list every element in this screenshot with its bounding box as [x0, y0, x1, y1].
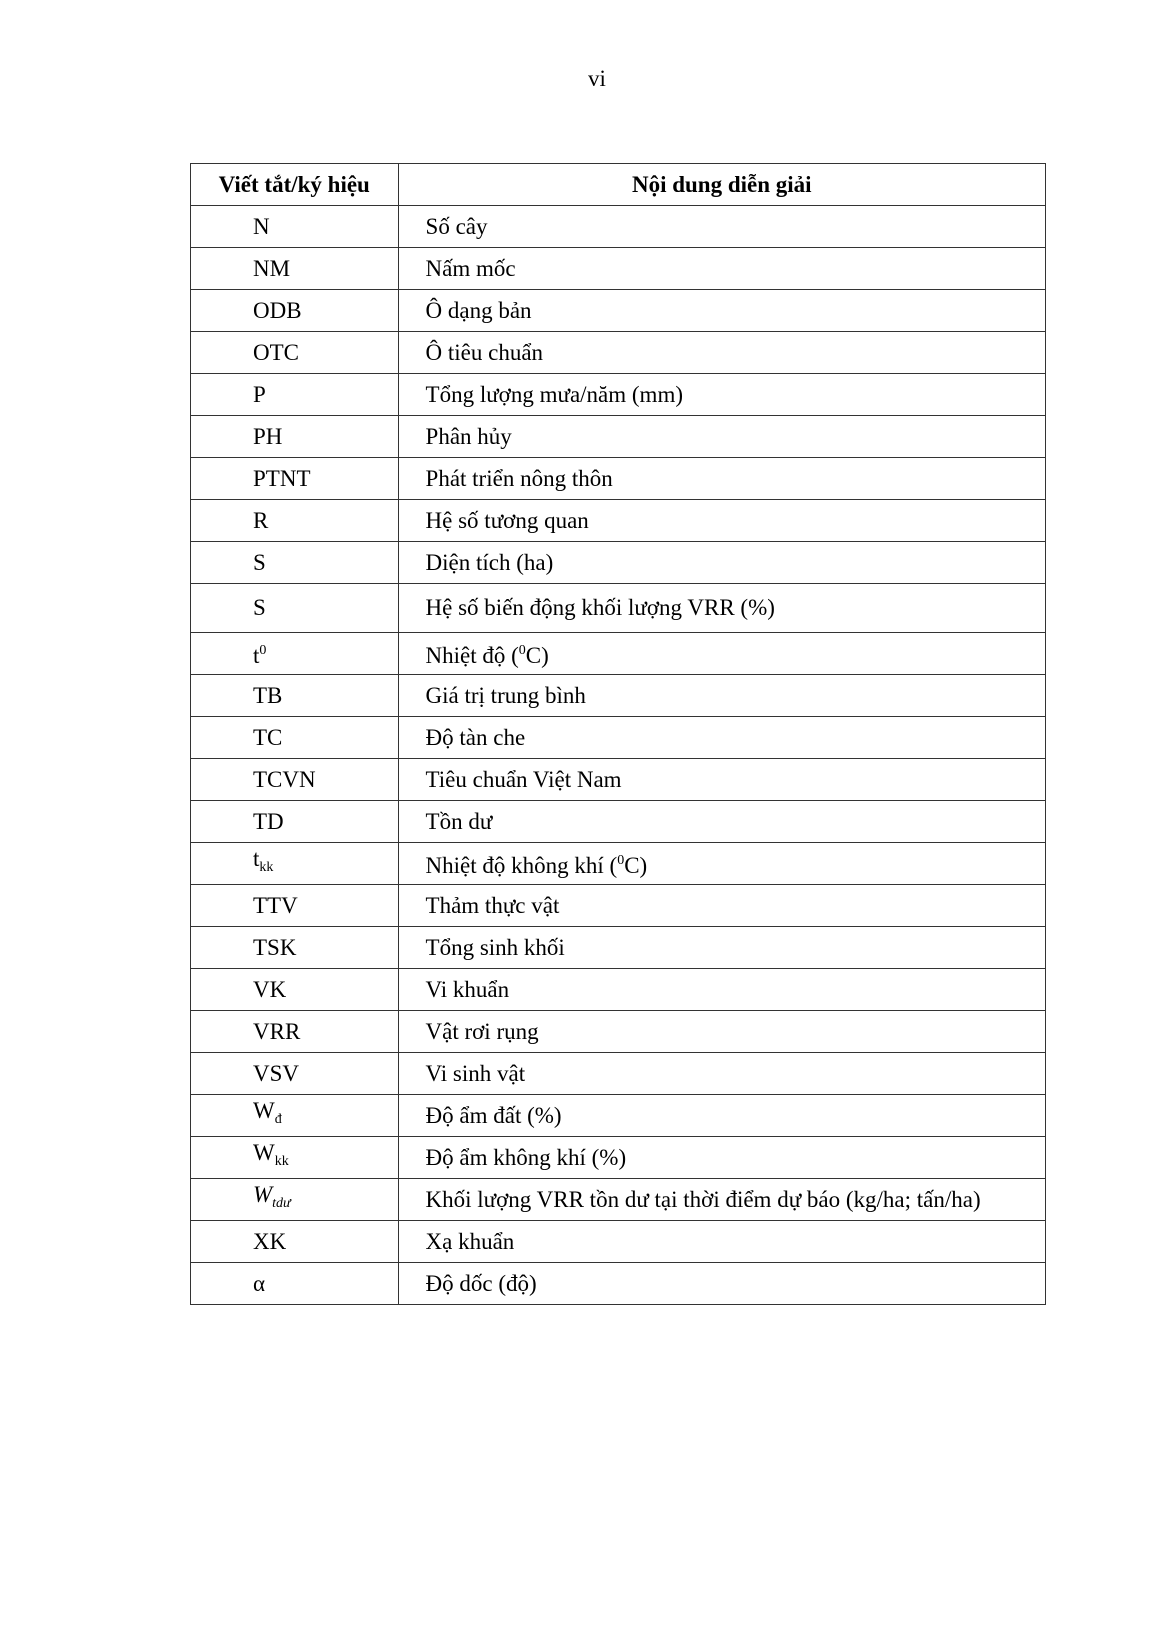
table-row	[191, 458, 1046, 500]
table-row	[191, 290, 1046, 332]
row-description: Vi sinh vật	[398, 1053, 1045, 1095]
symbol-subscript: tdư	[272, 1196, 291, 1211]
row-description: Tồn dư	[398, 801, 1045, 843]
table-row	[191, 500, 1046, 542]
table-row	[191, 1053, 1046, 1095]
table-row	[191, 1011, 1046, 1053]
description-text: C)	[525, 643, 549, 668]
row-description: Tổng lượng mưa/năm (mm)	[398, 374, 1045, 416]
table-row	[191, 1095, 1046, 1137]
table-row	[191, 675, 1046, 717]
table-row	[191, 801, 1046, 843]
description-superscript: 0	[617, 853, 625, 868]
row-symbol: VRR	[191, 1011, 399, 1053]
table-row	[191, 1179, 1046, 1221]
row-symbol: TB	[191, 675, 399, 717]
table-row	[191, 416, 1046, 458]
table-row	[191, 633, 1046, 675]
description-text: C)	[624, 853, 648, 878]
row-description	[398, 843, 1045, 885]
row-symbol: ODB	[191, 290, 399, 332]
row-symbol: XK	[191, 1221, 399, 1263]
row-description: Độ dốc (độ)	[398, 1263, 1045, 1305]
header-description: Nội dung diễn giải	[398, 164, 1045, 206]
row-description: Xạ khuẩn	[398, 1221, 1045, 1263]
row-symbol: P	[191, 374, 399, 416]
table-row	[191, 927, 1046, 969]
row-symbol: OTC	[191, 332, 399, 374]
symbol-base: W	[253, 1098, 275, 1123]
table-row	[191, 759, 1046, 801]
description-superscript: 0	[518, 643, 526, 658]
row-description: Thảm thực vật	[398, 885, 1045, 927]
row-description: Tiêu chuẩn Việt Nam	[398, 759, 1045, 801]
row-symbol	[191, 1179, 399, 1221]
symbol-subscript: kk	[274, 1154, 289, 1169]
table-row	[191, 248, 1046, 290]
table-row	[191, 1137, 1046, 1179]
row-symbol: PH	[191, 416, 399, 458]
table-row	[191, 542, 1046, 584]
table-row	[191, 1263, 1046, 1305]
row-description: Độ ẩm đất (%)	[398, 1095, 1045, 1137]
row-description: Khối lượng VRR tồn dư tại thời điểm dự báo (kg/ha; tấn/ha)	[398, 1179, 1045, 1221]
row-description: Vi khuẩn	[398, 969, 1045, 1011]
row-symbol: TD	[191, 801, 399, 843]
row-description: Diện tích (ha)	[398, 542, 1045, 584]
row-description: Phát triển nông thôn	[398, 458, 1045, 500]
row-symbol	[191, 633, 399, 675]
symbol-base: t	[253, 846, 260, 871]
table-row	[191, 717, 1046, 759]
table-row	[191, 206, 1046, 248]
table-row	[191, 885, 1046, 927]
row-symbol: TCVN	[191, 759, 399, 801]
table-header-row	[191, 164, 1046, 206]
row-description: Hệ số biến động khối lượng VRR (%)	[398, 584, 1045, 633]
row-description: Ô tiêu chuẩn	[398, 332, 1045, 374]
row-description	[398, 633, 1045, 675]
row-symbol: S	[191, 584, 399, 633]
symbol-base: t	[253, 643, 260, 668]
row-description: Nấm mốc	[398, 248, 1045, 290]
row-symbol	[191, 843, 399, 885]
row-symbol: N	[191, 206, 399, 248]
row-symbol: α	[191, 1263, 399, 1305]
row-symbol: VSV	[191, 1053, 399, 1095]
row-symbol: TC	[191, 717, 399, 759]
row-description: Độ tàn che	[398, 717, 1045, 759]
symbol-base: W	[253, 1140, 275, 1165]
row-description: Độ ẩm không khí (%)	[398, 1137, 1045, 1179]
row-symbol: NM	[191, 248, 399, 290]
table-row	[191, 374, 1046, 416]
symbol-superscript: 0	[259, 643, 267, 658]
table-row	[191, 332, 1046, 374]
table-row	[191, 1221, 1046, 1263]
row-description: Ô dạng bản	[398, 290, 1045, 332]
description-text: Nhiệt độ (	[425, 643, 519, 668]
row-symbol	[191, 1137, 399, 1179]
row-description: Phân hủy	[398, 416, 1045, 458]
row-symbol	[191, 1095, 399, 1137]
row-symbol: TSK	[191, 927, 399, 969]
row-symbol: TTV	[191, 885, 399, 927]
row-symbol: R	[191, 500, 399, 542]
row-description: Vật rơi rụng	[398, 1011, 1045, 1053]
row-symbol: S	[191, 542, 399, 584]
row-description: Giá trị trung bình	[398, 675, 1045, 717]
symbol-subscript: kk	[259, 860, 274, 875]
table-row	[191, 843, 1046, 885]
row-description: Tổng sinh khối	[398, 927, 1045, 969]
row-symbol: PTNT	[191, 458, 399, 500]
row-description: Hệ số tương quan	[398, 500, 1045, 542]
row-description: Số cây	[398, 206, 1045, 248]
description-text: Nhiệt độ không khí (	[425, 853, 618, 878]
row-symbol: VK	[191, 969, 399, 1011]
symbol-subscript: đ	[274, 1112, 282, 1127]
abbreviation-table	[190, 163, 1046, 1305]
table-row	[191, 969, 1046, 1011]
symbol-base: W	[253, 1182, 273, 1207]
table-row	[191, 584, 1046, 633]
page-number: vi	[588, 66, 606, 91]
header-abbreviation: Viết tắt/ký hiệu	[191, 164, 399, 206]
